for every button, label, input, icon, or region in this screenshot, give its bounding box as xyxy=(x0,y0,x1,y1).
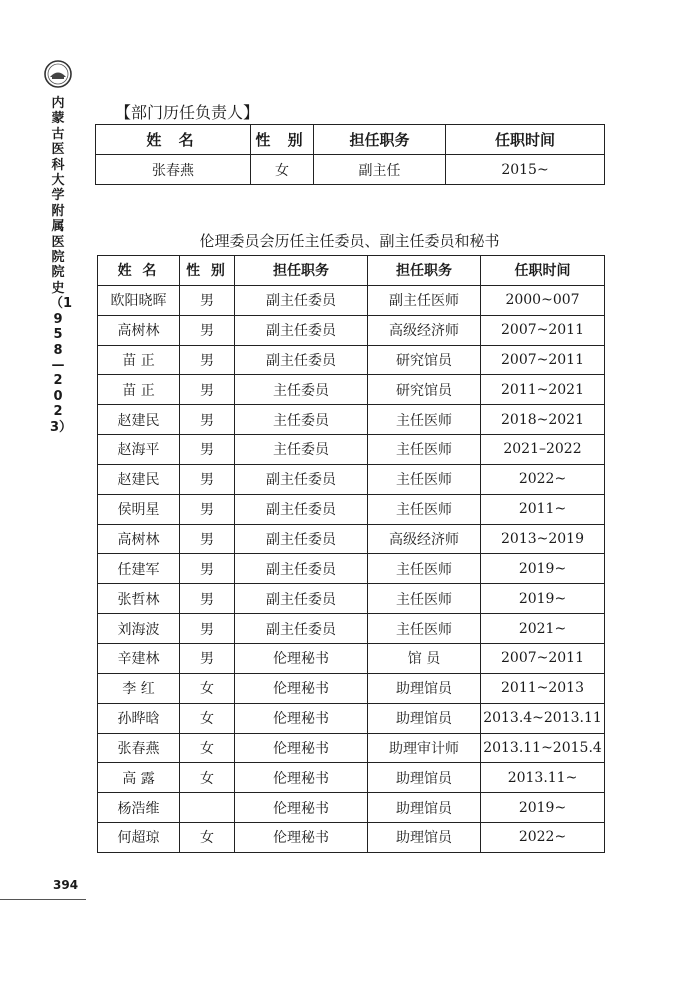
cell-title: 高级经济师 xyxy=(368,315,481,345)
cell-term: 2022~ xyxy=(481,464,605,494)
cell-position: 副主任 xyxy=(314,155,446,185)
cell-gender: 女 xyxy=(180,703,235,733)
cell-gender: 男 xyxy=(180,285,235,315)
cell-term: 2011~2021 xyxy=(481,375,605,405)
cell-gender: 女 xyxy=(251,155,314,185)
cell-position: 副主任委员 xyxy=(235,584,368,614)
cell-name: 侯明星 xyxy=(98,494,180,524)
header-position: 担任职务 xyxy=(314,125,446,155)
header-title: 担任职务 xyxy=(368,256,481,286)
table-row xyxy=(98,315,605,345)
header-name: 姓 名 xyxy=(96,125,251,155)
cell-name: 苗 正 xyxy=(98,345,180,375)
cell-term: 2021–2022 xyxy=(481,435,605,465)
cell-gender: 男 xyxy=(180,464,235,494)
cell-gender: 男 xyxy=(180,614,235,644)
cell-term: 2007~2011 xyxy=(481,315,605,345)
cell-gender: 女 xyxy=(180,733,235,763)
cell-title: 副主任医师 xyxy=(368,285,481,315)
table-row xyxy=(98,405,605,435)
cell-term: 2018~2021 xyxy=(481,405,605,435)
cell-term: 2011~2013 xyxy=(481,673,605,703)
header-name: 姓 名 xyxy=(98,256,180,286)
cell-name: 高树林 xyxy=(98,524,180,554)
cell-term: 2013.11~2015.4 xyxy=(481,733,605,763)
table-row xyxy=(96,155,605,185)
table-row xyxy=(98,494,605,524)
cell-term: 2022~ xyxy=(481,823,605,853)
cell-name: 辛建林 xyxy=(98,643,180,673)
cell-gender: 男 xyxy=(180,554,235,584)
cell-term: 2007~2011 xyxy=(481,345,605,375)
cell-gender: 女 xyxy=(180,763,235,793)
cell-gender: 男 xyxy=(180,315,235,345)
page-number: 394 xyxy=(53,878,79,892)
cell-position: 副主任委员 xyxy=(235,464,368,494)
committee-header-row xyxy=(98,256,605,286)
cell-term: 2013.4~2013.11 xyxy=(481,703,605,733)
cell-position: 伦理秘书 xyxy=(235,793,368,823)
cell-position: 副主任委员 xyxy=(235,554,368,584)
cell-title: 高级经济师 xyxy=(368,524,481,554)
cell-name: 孙晔晗 xyxy=(98,703,180,733)
cell-term: 2007~2011 xyxy=(481,643,605,673)
header-gender: 性 别 xyxy=(251,125,314,155)
cell-name: 张春燕 xyxy=(96,155,251,185)
cell-position: 副主任委员 xyxy=(235,345,368,375)
cell-title: 助理审计师 xyxy=(368,733,481,763)
cell-name: 刘海波 xyxy=(98,614,180,644)
cell-term: 2019~ xyxy=(481,584,605,614)
cell-position: 主任委员 xyxy=(235,375,368,405)
cell-title: 助理馆员 xyxy=(368,823,481,853)
cell-position: 主任委员 xyxy=(235,405,368,435)
table-row xyxy=(98,435,605,465)
cell-gender: 男 xyxy=(180,375,235,405)
cell-position: 副主任委员 xyxy=(235,285,368,315)
table-row xyxy=(98,673,605,703)
cell-gender: 男 xyxy=(180,494,235,524)
cell-name: 赵建民 xyxy=(98,405,180,435)
table-row xyxy=(98,524,605,554)
cell-name: 苗 正 xyxy=(98,375,180,405)
table-row xyxy=(98,733,605,763)
cell-gender xyxy=(180,793,235,823)
table-row xyxy=(98,703,605,733)
cell-position: 副主任委员 xyxy=(235,614,368,644)
cell-name: 赵建民 xyxy=(98,464,180,494)
footer-divider xyxy=(0,899,86,900)
table-row xyxy=(98,793,605,823)
table-row xyxy=(98,464,605,494)
table-row xyxy=(98,823,605,853)
cell-gender: 男 xyxy=(180,643,235,673)
cell-term: 2011~ xyxy=(481,494,605,524)
cell-title: 馆 员 xyxy=(368,643,481,673)
cell-title: 助理馆员 xyxy=(368,673,481,703)
cell-term: 2015~ xyxy=(446,155,605,185)
cell-position: 伦理秘书 xyxy=(235,763,368,793)
cell-position: 伦理秘书 xyxy=(235,643,368,673)
cell-term: 2000~007 xyxy=(481,285,605,315)
table-row xyxy=(98,285,605,315)
dept-head-table xyxy=(95,124,605,185)
cell-name: 赵海平 xyxy=(98,435,180,465)
cell-position: 伦理秘书 xyxy=(235,823,368,853)
table-row xyxy=(98,345,605,375)
cell-position: 副主任委员 xyxy=(235,494,368,524)
cell-title: 主任医师 xyxy=(368,554,481,584)
header-gender: 性 别 xyxy=(180,256,235,286)
table-row xyxy=(98,643,605,673)
dept-header-row xyxy=(96,125,605,155)
cell-position: 主任委员 xyxy=(235,435,368,465)
table-row xyxy=(98,614,605,644)
table-row xyxy=(98,375,605,405)
cell-title: 研究馆员 xyxy=(368,375,481,405)
table-row xyxy=(98,763,605,793)
cell-title: 主任医师 xyxy=(368,464,481,494)
cell-position: 副主任委员 xyxy=(235,315,368,345)
cell-position: 伦理秘书 xyxy=(235,703,368,733)
cell-title: 主任医师 xyxy=(368,405,481,435)
table-row xyxy=(98,554,605,584)
cell-term: 2013~2019 xyxy=(481,524,605,554)
hospital-seal-icon xyxy=(44,60,72,88)
cell-title: 主任医师 xyxy=(368,494,481,524)
cell-name: 何超琼 xyxy=(98,823,180,853)
committee-table-caption: 伦理委员会历任主任委员、副主任委员和秘书 xyxy=(199,232,500,250)
cell-term: 2021~ xyxy=(481,614,605,644)
cell-title: 主任医师 xyxy=(368,584,481,614)
cell-position: 伦理秘书 xyxy=(235,733,368,763)
cell-title: 研究馆员 xyxy=(368,345,481,375)
cell-gender: 男 xyxy=(180,524,235,554)
cell-title: 助理馆员 xyxy=(368,703,481,733)
cell-name: 欧阳晓晖 xyxy=(98,285,180,315)
cell-name: 高 露 xyxy=(98,763,180,793)
cell-term: 2019~ xyxy=(481,554,605,584)
cell-name: 杨浩维 xyxy=(98,793,180,823)
cell-name: 李 红 xyxy=(98,673,180,703)
cell-gender: 男 xyxy=(180,345,235,375)
cell-name: 任建军 xyxy=(98,554,180,584)
cell-gender: 男 xyxy=(180,584,235,614)
cell-name: 张春燕 xyxy=(98,733,180,763)
cell-gender: 男 xyxy=(180,405,235,435)
header-term: 任职时间 xyxy=(446,125,605,155)
cell-gender: 女 xyxy=(180,673,235,703)
ethics-committee-table xyxy=(97,255,605,853)
cell-title: 主任医师 xyxy=(368,614,481,644)
cell-name: 张哲林 xyxy=(98,584,180,614)
cell-title: 主任医师 xyxy=(368,435,481,465)
header-term: 任职时间 xyxy=(481,256,605,286)
cell-title: 助理馆员 xyxy=(368,793,481,823)
table-row xyxy=(98,584,605,614)
header-position: 担任职务 xyxy=(235,256,368,286)
cell-term: 2019~ xyxy=(481,793,605,823)
cell-gender: 男 xyxy=(180,435,235,465)
cell-gender: 女 xyxy=(180,823,235,853)
cell-name: 高树林 xyxy=(98,315,180,345)
cell-position: 伦理秘书 xyxy=(235,673,368,703)
cell-title: 助理馆员 xyxy=(368,763,481,793)
cell-term: 2013.11~ xyxy=(481,763,605,793)
book-side-title: 内蒙古医科大学附属医院院史（1958—2023） xyxy=(50,96,73,435)
cell-position: 副主任委员 xyxy=(235,524,368,554)
section-title: 【部门历任负责人】 xyxy=(115,103,260,122)
